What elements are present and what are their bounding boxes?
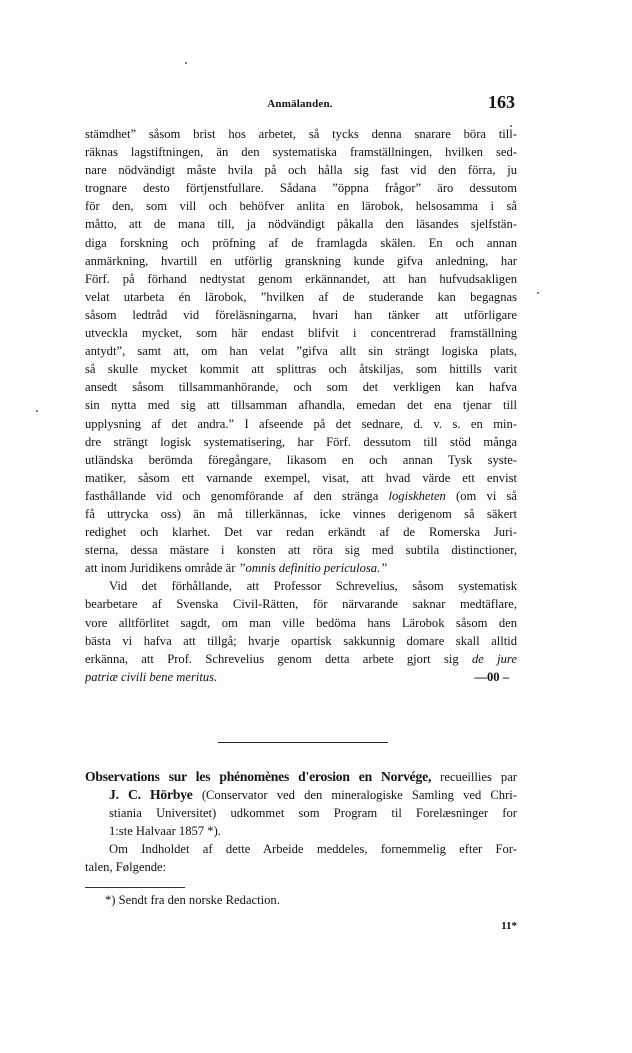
text-line: redighet och klarhet. Det var redan erkändt af de Romerska Juri- [85, 525, 517, 540]
review-author: J. C. Hörbye [109, 787, 193, 803]
text-line: trognare desto förtjenstfullare. Sådana ”öppna frågor” äro dessutom [85, 181, 517, 196]
next-review [85, 768, 517, 877]
closing-mark: —00 – [474, 669, 509, 684]
paper-speck [185, 62, 187, 64]
footnote-divider [85, 887, 185, 888]
text-line: sin nytta med sig att tillsamman afhandla, emedan det ena tjenar till [85, 398, 517, 413]
text-line: utveckla mycket, som här endast blifvit i concentrerad framställning [85, 326, 517, 341]
text-line: matiker, såsom ett varnande exempel, visat, att hvad värde ett envist [85, 470, 517, 485]
text-line: Om Indholdet af dette Arbeide meddeles, fornemmelig efter For- [109, 842, 517, 857]
text-line: talen, Følgende: [85, 860, 167, 875]
running-title: Anmälanden. [267, 98, 333, 110]
text-line: stiania Universitet) udkommet som Program til Forelæsninger for [109, 806, 517, 821]
text-line-mixed [85, 668, 517, 686]
line-text-tail: (om vi så [456, 488, 517, 503]
review-title: Observations sur les phénomènes d'erosion en Norvége, [85, 769, 432, 784]
text-line: räknas lagstiftningen, än den systematiska framställningen, hvilken sed- [85, 145, 517, 160]
text-line: ansedt såsom tillsammanhörande, och som det verkligen kan hafva [85, 380, 517, 395]
footnote: *) Sendt fra den norske Redaction. [105, 893, 280, 907]
text-line: få uttrycka oss) än må tillerkännas, icke vinnes derigenom så säkert [85, 506, 517, 521]
line-text: att inom Juridikens område är [85, 561, 236, 576]
review-title-rest: recueillies par [440, 770, 517, 784]
text-line: 1:ste Halvaar 1857 *). [109, 824, 221, 839]
page-header [85, 92, 515, 118]
section-divider [218, 742, 388, 743]
review-heading-line [85, 768, 517, 786]
text-line: velat utarbeta én lärobok, ”hvilken af de studerande kan begagnas [85, 289, 517, 304]
text-line: sterna, dessa mästare i konsten att röra sig med subtila distinctioner, [85, 543, 517, 558]
text-line: Förf. på förhand nedtystat genom erkännandet, att han hufvudsakligen [85, 271, 517, 286]
paper-speck [537, 292, 539, 294]
text-line-mixed [85, 559, 517, 577]
review-body [85, 125, 517, 686]
text-line: vore alltförlitet sagdt, om man ville bedöma hans Lärobok såsom den [85, 615, 517, 630]
text-line: anmärkning, hvartill en utförlig granskning kunde gifva anledning, har [85, 253, 517, 268]
italic-term: logiskheten [388, 488, 446, 503]
page-number: 163 [488, 92, 515, 112]
line-text: erkänna, att Prof. Schrevelius genom detta arbete gjort sig [85, 651, 459, 666]
text-line: nare nödvändigt måste hvila på och hålla sig fast vid den förra, ju [85, 163, 517, 178]
text-line: diga forskning och pröfning af de framlagda skälen. En och annan [85, 235, 517, 250]
text-line: för den, som vill och behöfver anlita en lärobok, helsosamma i så [85, 199, 517, 214]
text-line: dre strängt logisk systematisering, har Förf. dessutom till stöd många [85, 434, 517, 449]
line-text: fasthållande vid och genomförande af den stränga [85, 488, 379, 503]
text-line: stämdhet” såsom brist hos arbetet, så tycks denna snarare böra till- [85, 127, 517, 141]
italic-closing: patriæ civili bene meritus. [85, 669, 218, 684]
author-line [85, 786, 517, 804]
text-line-mixed [85, 487, 517, 505]
italic-quote: ”omnis definitio periculosa.” [238, 561, 388, 576]
text-line: så skulle mycket kommit att splittras och åtskiljas, som hittills varit [85, 362, 517, 377]
text-line: måtto, att de mana till, ja nödvändigt påkalla den läsandes sjelfstän- [85, 217, 517, 232]
paper-speck [510, 125, 512, 127]
text-line: bästa vi hafva att tillgå; hvarje opartisk sakkunnig domare skall alltid [85, 633, 517, 648]
text-line: såsom ledtråd vid föreläsningarna, hvari han tänker att utförligare [85, 307, 517, 322]
paper-speck [36, 410, 38, 412]
text-line: antydt”, samt att, om han velat ”gifva allt sin strängt logiska plats, [85, 344, 517, 359]
text-line: Vid det förhållande, att Professor Schrevelius, såsom systematisk [109, 579, 517, 594]
signature-mark: 11* [501, 920, 517, 932]
text-line-mixed [85, 650, 517, 668]
italic-term: de jure [471, 651, 517, 666]
text-line: bearbetare af Svenska Civil-Rätten, för närvarande saknar medtäflare, [85, 597, 517, 612]
text-line: utländska berömda föregångare, likasom en och annan Tysk syste- [85, 452, 517, 467]
author-line-rest: (Conservator ved den mineralogiske Samling ved Chri- [201, 788, 517, 803]
text-line: upplysning af det andra.” I afseende på det sednare, d. v. s. en min- [85, 416, 517, 431]
